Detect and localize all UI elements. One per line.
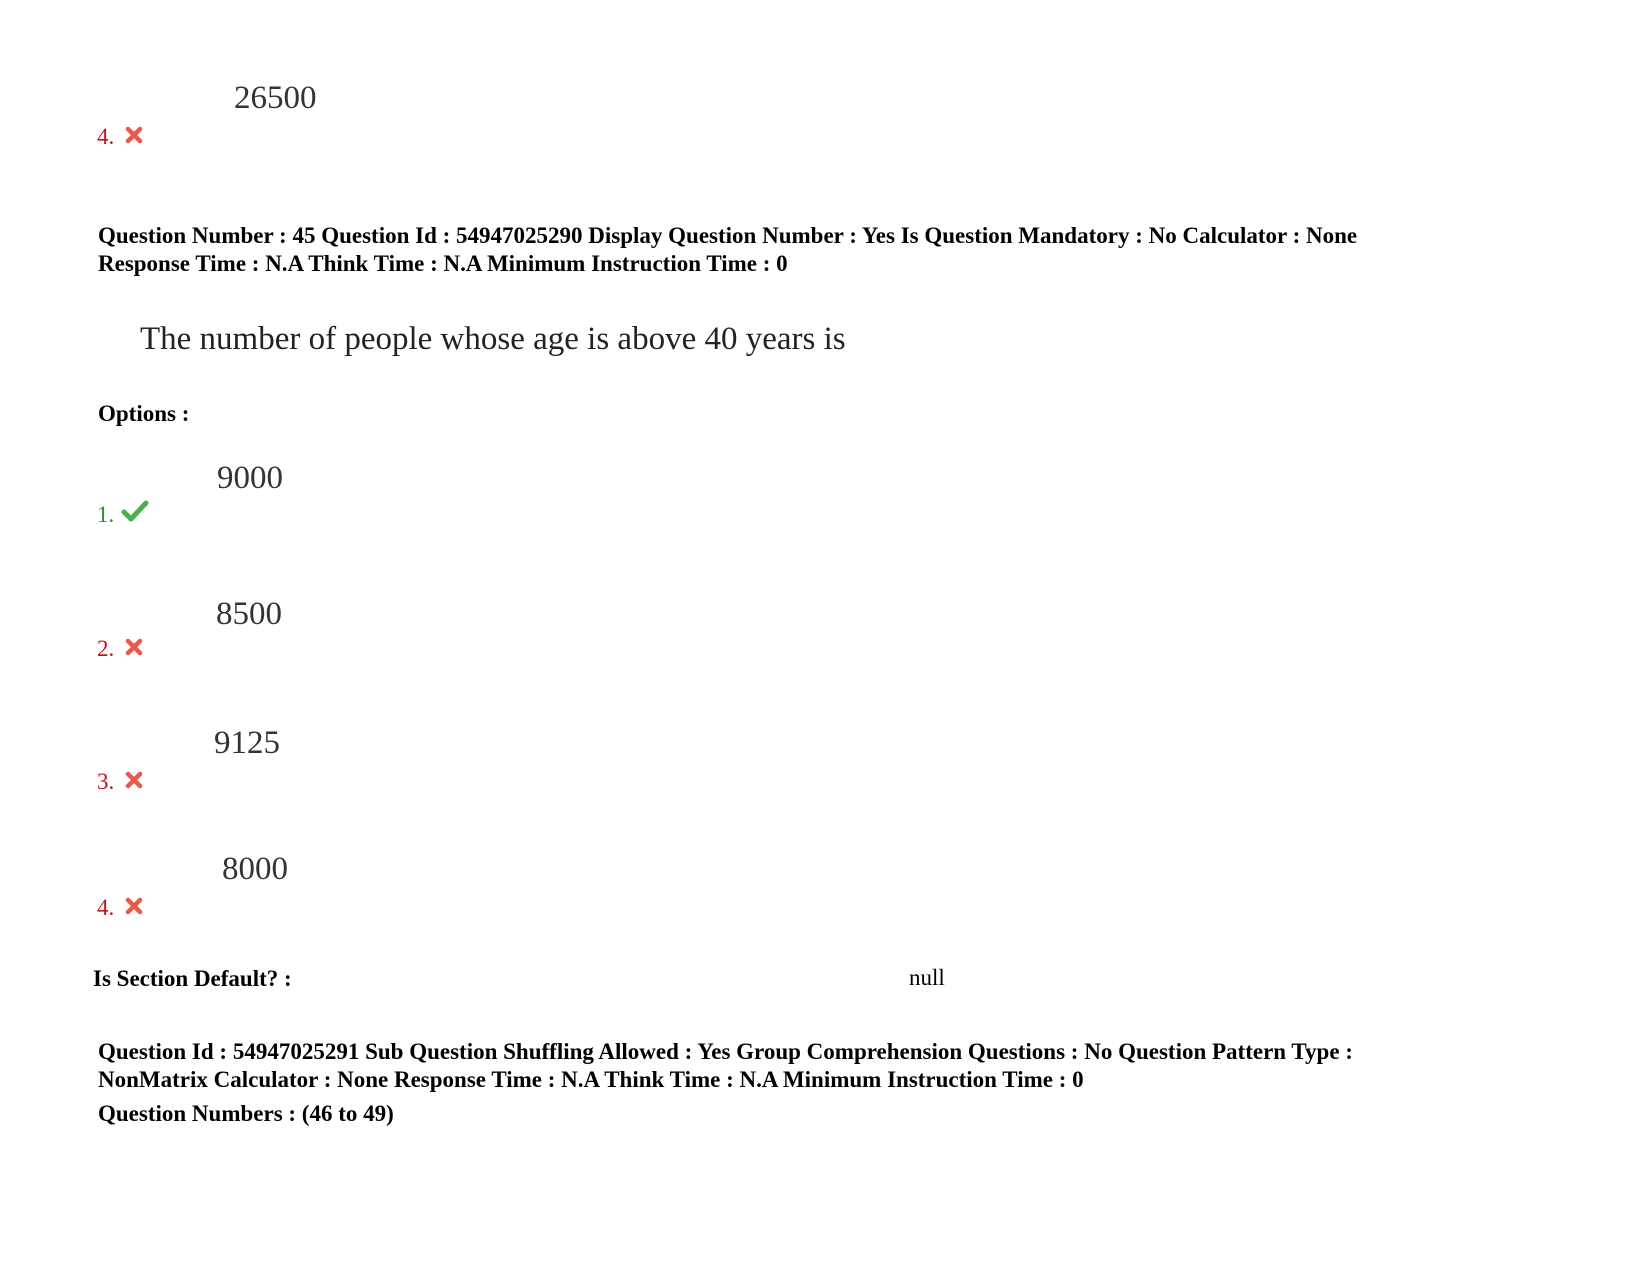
question-meta-line-2: Response Time : N.A Think Time : N.A Minimum Instruction Time : 0: [98, 251, 788, 276]
cross-mark-icon: [125, 126, 143, 144]
option-2-value: 8500: [216, 596, 282, 632]
options-label: Options :: [98, 401, 190, 426]
option-1-value: 9000: [217, 460, 283, 496]
prev-option-4-number: 4.: [97, 124, 115, 149]
cross-mark-icon: [125, 638, 143, 656]
option-4-value: 8000: [222, 851, 288, 887]
question-numbers: Question Numbers : (46 to 49): [98, 1101, 394, 1126]
cross-mark-icon: [125, 771, 143, 789]
check-mark-icon: [121, 499, 149, 523]
option-4-number: 4.: [97, 895, 115, 920]
question-text: The number of people whose age is above 40 years is: [140, 321, 846, 357]
group-meta-line-1: Question Id : 54947025291 Sub Question Shuffling Allowed : Yes Group Comprehension Questions : No Question Pattern Type :: [98, 1039, 1353, 1064]
section-default-value: null: [909, 965, 945, 990]
option-1-number: 1.: [97, 502, 115, 527]
option-3-value: 9125: [214, 725, 280, 761]
option-3-number: 3.: [97, 769, 115, 794]
cross-mark-icon: [125, 897, 143, 915]
section-default-label: Is Section Default? :: [93, 966, 292, 991]
question-meta-line-1: Question Number : 45 Question Id : 54947025290 Display Question Number : Yes Is Question Mandatory : No Calculator : None: [98, 223, 1358, 248]
option-2-number: 2.: [97, 636, 115, 661]
prev-option-4-value: 26500: [234, 80, 317, 116]
group-meta-line-2: NonMatrix Calculator : None Response Time : N.A Think Time : N.A Minimum Instruction Time : 0: [98, 1067, 1084, 1092]
